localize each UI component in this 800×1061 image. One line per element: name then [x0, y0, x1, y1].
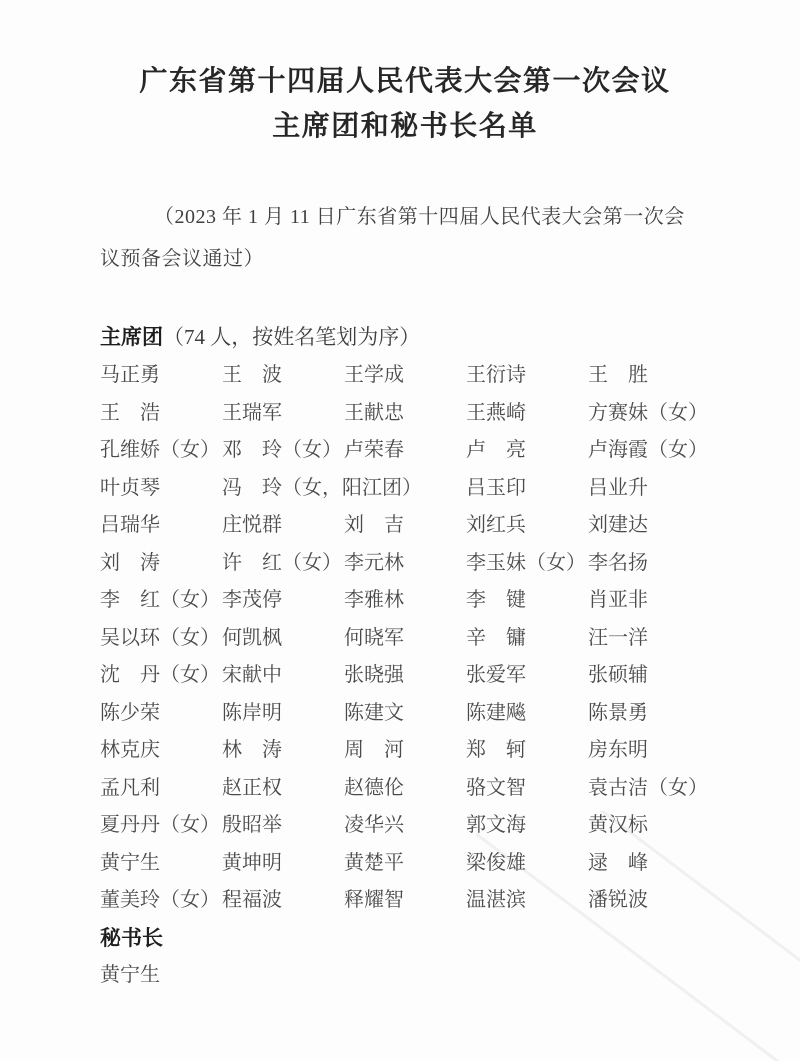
presidium-member-name: 温湛滨	[466, 889, 526, 911]
presidium-heading-label: 主席团	[100, 326, 163, 349]
presidium-member-name: 释耀智	[344, 889, 404, 911]
presidium-member-name: 王学成	[344, 364, 404, 386]
presidium-member-name: 黄宁生	[100, 851, 160, 874]
presidium-member-name: 肖亚非	[588, 589, 648, 611]
presidium-member-name: 骆文智	[466, 776, 526, 799]
presidium-member-name: 周 河	[344, 739, 404, 761]
presidium-member-name: 黄汉标	[588, 814, 648, 836]
presidium-member-name: 梁俊雄	[466, 851, 526, 874]
presidium-member-name: 马正勇	[100, 364, 160, 386]
presidium-member-name: 黄楚平	[344, 851, 404, 874]
presidium-member-name: 吕玉印	[466, 476, 526, 499]
presidium-member-name: 潘锐波	[588, 889, 648, 911]
presidium-member-name: 陈景勇	[588, 701, 648, 724]
presidium-member-name: 李茂停	[222, 589, 282, 611]
presidium-member-name: 董美玲（女）	[100, 889, 220, 911]
presidium-member-name: 孔维娇（女）	[100, 439, 220, 461]
presidium-member-name: 袁古洁（女）	[588, 776, 708, 799]
presidium-member-name: 房东明	[588, 739, 648, 761]
presidium-member-name: 王献忠	[344, 401, 404, 424]
presidium-member-name: 逯 峰	[588, 851, 648, 874]
presidium-member-name: 汪一洋	[588, 626, 648, 649]
presidium-member-name: 吴以环（女）	[100, 626, 220, 649]
presidium-member-name: 卢 亮	[466, 439, 526, 461]
presidium-member-name: 刘 涛	[100, 551, 160, 574]
presidium-member-name: 陈岸明	[222, 701, 282, 724]
presidium-member-name: 何晓军	[344, 626, 404, 649]
presidium-member-name: 程福波	[222, 889, 282, 911]
presidium-member-name: 李元林	[344, 551, 404, 574]
presidium-member-name: 张晓强	[344, 664, 404, 686]
presidium-member-name: 李 键	[466, 589, 526, 611]
presidium-member-name: 王 浩	[100, 401, 160, 424]
presidium-member-name: 张硕辅	[588, 664, 648, 686]
presidium-member-name: 王衍诗	[466, 364, 526, 386]
presidium-member-name: 郭文海	[466, 814, 526, 836]
presidium-member-name: 王瑞军	[222, 401, 282, 424]
presidium-member-name: 卢海霞（女）	[588, 439, 708, 461]
presidium-member-name: 许 红（女）	[222, 551, 342, 574]
presidium-member-name: 辛 镛	[466, 626, 526, 649]
presidium-member-name: 李 红（女）	[100, 589, 220, 611]
presidium-member-name: 黄坤明	[222, 851, 282, 874]
presidium-member-name: 林 涛	[222, 739, 282, 761]
presidium-member-name: 王 胜	[588, 364, 648, 386]
presidium-member-name: 赵正权	[222, 776, 282, 799]
presidium-member-name: 殷昭举	[222, 814, 282, 836]
presidium-heading	[100, 320, 710, 355]
presidium-member-name: 沈 丹（女）	[100, 664, 220, 686]
presidium-member-name: 吕瑞华	[100, 514, 160, 536]
presidium-heading-note: （74 人，按姓名笔划为序）	[163, 325, 421, 349]
presidium-name-list	[100, 357, 710, 920]
presidium-member-name: 刘建达	[588, 514, 648, 536]
document-title-line1: 广东省第十四届人民代表大会第一次会议	[139, 65, 671, 96]
presidium-member-name: 孟凡利	[100, 776, 160, 799]
presidium-member-name: 何凯枫	[222, 626, 282, 649]
presidium-member-name: 夏丹丹（女）	[100, 814, 220, 836]
presidium-member-name: 邓 玲（女）	[222, 439, 342, 461]
adoption-note-line1: （2023 年 1 月 11 日广东省第十四届人民代表大会第一次会	[154, 206, 685, 228]
secretary-heading: 秘书长	[100, 926, 163, 950]
presidium-member-name: 刘 吉	[344, 514, 404, 536]
presidium-member-name: 方赛妹（女）	[588, 401, 708, 424]
presidium-member-name: 陈少荣	[100, 701, 160, 724]
secretary-name: 黄宁生	[100, 964, 160, 986]
presidium-member-name: 林克庆	[100, 739, 160, 761]
presidium-member-name: 张爱军	[466, 664, 526, 686]
presidium-member-name: 冯 玲（女，阳江团）	[222, 476, 422, 499]
presidium-member-name: 李玉妹（女）	[466, 551, 586, 574]
presidium-member-name: 王燕崎	[466, 401, 526, 424]
presidium-member-name: 叶贞琴	[100, 476, 160, 499]
presidium-member-name: 宋献中	[222, 664, 282, 686]
presidium-member-name: 王 波	[222, 364, 282, 386]
presidium-member-name: 卢荣春	[344, 439, 404, 461]
presidium-member-name: 李名扬	[588, 551, 648, 574]
presidium-member-name: 庄悦群	[222, 514, 282, 536]
presidium-member-name: 郑 轲	[466, 739, 526, 761]
presidium-member-name: 陈建飚	[466, 701, 526, 724]
presidium-member-name: 吕业升	[588, 476, 648, 499]
presidium-member-name: 刘红兵	[466, 514, 526, 536]
presidium-member-name: 赵德伦	[344, 776, 404, 799]
presidium-member-name: 李雅林	[344, 589, 404, 611]
presidium-member-name: 陈建文	[344, 701, 404, 724]
adoption-note-line2: 议预备会议通过）	[100, 248, 264, 270]
presidium-member-name: 凌华兴	[344, 814, 404, 836]
document-title-line2: 主席团和秘书长名单	[272, 110, 538, 141]
